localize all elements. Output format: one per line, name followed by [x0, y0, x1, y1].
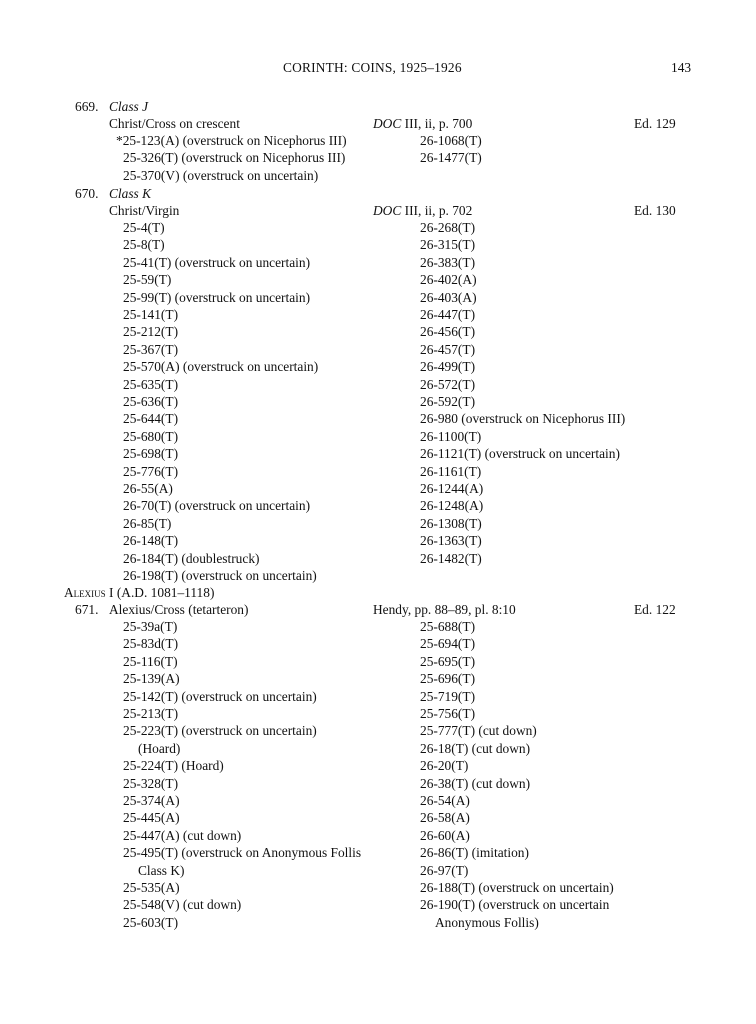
inventory-entry: 26-85(T): [123, 515, 172, 531]
inventory-entry: 25-224(T) (Hoard): [123, 758, 224, 774]
ruler-heading: [64, 584, 214, 601]
inventory-entry: 26-70(T) (overstruck on uncertain): [123, 498, 311, 514]
inventory-entry: 25-495(T) (overstruck on Anonymous Follis: [123, 845, 362, 861]
inventory-entry: 25-548(V) (cut down): [123, 897, 242, 913]
inventory-entry: 26-499(T): [420, 359, 476, 375]
inventory-entry: 25-756(T): [420, 706, 476, 721]
inventory-entry: 25-694(T): [420, 636, 476, 652]
inventory-entry: *25-123(A) (overstruck on Nicephorus III): [116, 133, 347, 148]
entry-669-reference-detail: III, ii, p. 700: [401, 116, 473, 131]
inventory-entry: 25-213(T): [123, 706, 179, 721]
inventory-entry: 26-198(T) (overstruck on uncertain): [123, 568, 317, 583]
entry-671-edition: Ed. 122: [634, 602, 676, 617]
inventory-entry: 25-328(T): [123, 775, 179, 791]
inventory-entry: 25-8(T): [123, 237, 165, 253]
entry-669-reference-title: DOC: [373, 116, 402, 131]
inventory-entry: 26-54(A): [420, 793, 470, 808]
inventory-entry: 25-603(T): [123, 914, 179, 930]
entry-671-number: 671.: [75, 602, 99, 617]
inventory-entry: 25-698(T): [123, 446, 179, 462]
inventory-entry: Anonymous Follis): [435, 914, 539, 930]
inventory-entry: 26-592(T): [420, 394, 476, 409]
inventory-entry: 26-1244(A): [420, 481, 484, 496]
inventory-entry: 26-1477(T): [420, 150, 482, 166]
inventory-entry: 25-326(T) (overstruck on Nicephorus III): [123, 150, 346, 166]
ruler-name: Alexius I: [64, 585, 114, 600]
inventory-entry: 26-97(T): [420, 862, 469, 878]
inventory-entry: 25-142(T) (overstruck on uncertain): [123, 688, 317, 704]
inventory-entry: 26-58(A): [420, 810, 470, 826]
entry-669-number: 669.: [75, 99, 99, 114]
inventory-entry: 25-776(T): [123, 463, 179, 479]
ruler-dates: (A.D. 1081–1118): [113, 585, 215, 600]
inventory-entry: 26-55(A): [123, 481, 173, 496]
inventory-entry: 26-86(T) (imitation): [420, 845, 529, 861]
inventory-entry: 26-980 (overstruck on Nicephorus III): [420, 411, 626, 427]
inventory-entry: 25-99(T) (overstruck on uncertain): [123, 289, 311, 305]
inventory-entry: 26-402(A): [420, 272, 477, 288]
inventory-entry: 25-719(T): [420, 688, 476, 704]
inventory-entry: 25-688(T): [420, 619, 476, 634]
inventory-entry: 25-4(T): [123, 220, 165, 235]
entry-670-type: Christ/Virgin: [109, 203, 180, 218]
inventory-entry: 25-370(V) (overstruck on uncertain): [123, 167, 319, 183]
entry-670-reference-detail: III, ii, p. 702: [401, 203, 473, 218]
inventory-entry: 25-777(T) (cut down): [420, 723, 537, 739]
inventory-entry: 26-1482(T): [420, 550, 482, 566]
inventory-entry: 26-148(T): [123, 533, 179, 549]
inventory-entry: 25-116(T): [123, 653, 178, 669]
inventory-entry: Class K): [138, 862, 185, 878]
inventory-entry: 26-190(T) (overstruck on uncertain: [420, 897, 610, 913]
inventory-entry: 25-59(T): [123, 272, 172, 288]
inventory-entry: 26-268(T): [420, 220, 476, 235]
inventory-entry: 25-447(A) (cut down): [123, 827, 242, 843]
inventory-entry: 26-315(T): [420, 237, 476, 253]
entry-669-reference: [373, 115, 472, 132]
entry-670-number: 670.: [75, 186, 99, 201]
inventory-entry: 26-60(A): [420, 827, 470, 843]
inventory-entry: 25-41(T) (overstruck on uncertain): [123, 254, 311, 270]
inventory-entry: 25-83d(T): [123, 636, 179, 652]
inventory-entry: 26-20(T): [420, 758, 469, 774]
entry-671-reference: Hendy, pp. 88–89, pl. 8:10: [373, 602, 516, 617]
inventory-entry: 26-447(T): [420, 307, 476, 322]
inventory-entry: (Hoard): [138, 740, 181, 756]
inventory-entry: 25-680(T): [123, 428, 179, 444]
inventory-entry: 25-445(A): [123, 810, 180, 826]
inventory-entry: 26-1100(T): [420, 428, 482, 444]
inventory-entry: 25-141(T): [123, 307, 179, 322]
entry-670-edition: Ed. 130: [634, 203, 676, 218]
entry-669-class: Class J: [109, 99, 149, 114]
inventory-entry: 25-374(A): [123, 793, 180, 808]
inventory-entry: 25-636(T): [123, 394, 179, 409]
inventory-entry: 26-38(T) (cut down): [420, 775, 531, 791]
entry-670-class: Class K: [109, 186, 152, 201]
inventory-entry: 25-212(T): [123, 324, 179, 340]
inventory-entry: 25-696(T): [420, 671, 476, 687]
entry-669-type: Christ/Cross on crescent: [109, 116, 240, 131]
inventory-entry: 26-1308(T): [420, 515, 482, 531]
inventory-entry: 25-644(T): [123, 411, 179, 427]
inventory-entry: 25-535(A): [123, 880, 180, 895]
inventory-entry: 25-367(T): [123, 341, 179, 357]
running-title: CORINTH: COINS, 1925–1926: [283, 60, 462, 75]
inventory-entry: 26-1363(T): [420, 533, 482, 549]
inventory-entry: 25-139(A): [123, 671, 180, 687]
entry-669-edition: Ed. 129: [634, 116, 676, 131]
inventory-entry: 26-1161(T): [420, 463, 482, 479]
inventory-entry: 26-1248(A): [420, 498, 484, 514]
inventory-entry: 25-223(T) (overstruck on uncertain): [123, 723, 317, 739]
inventory-entry: 25-39a(T): [123, 619, 178, 634]
inventory-entry: 26-383(T): [420, 254, 476, 270]
entry-670-reference-title: DOC: [373, 203, 402, 218]
inventory-entry: 25-570(A) (overstruck on uncertain): [123, 359, 319, 375]
entry-671-type: Alexius/Cross (tetarteron): [109, 602, 249, 617]
inventory-entry: 26-18(T) (cut down): [420, 740, 531, 756]
inventory-entry: 25-635(T): [123, 376, 179, 392]
inventory-entry: 26-456(T): [420, 324, 476, 340]
inventory-entry: 26-403(A): [420, 289, 477, 305]
entry-670-reference: [373, 202, 472, 219]
inventory-entry: 26-572(T): [420, 376, 476, 392]
inventory-entry: 26-188(T) (overstruck on uncertain): [420, 880, 614, 895]
inventory-entry: 26-1121(T) (overstruck on uncertain): [420, 446, 620, 462]
inventory-entry: 25-695(T): [420, 653, 476, 669]
inventory-entry: 26-457(T): [420, 341, 476, 357]
page-number: 143: [671, 60, 692, 75]
inventory-entry: 26-1068(T): [420, 133, 482, 148]
inventory-entry: 26-184(T) (doublestruck): [123, 550, 260, 566]
